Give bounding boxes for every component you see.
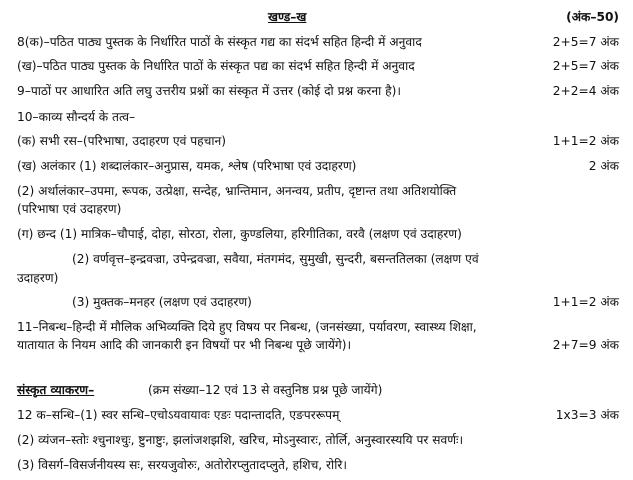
line-10c3: (3) मुक्तक–मनहर (लक्षण एवं उदाहरण) bbox=[72, 295, 252, 309]
marks-11: 2+7=9 अंक bbox=[552, 338, 619, 352]
line-8a: 8(क)–पठित पाठ्य पुस्तक के निर्धारित पाठों के संस्कृत गद्य का संदर्भ सहित हिन्दी में अनुवाद bbox=[17, 35, 422, 49]
grammar-heading: संस्कृत व्याकरण– bbox=[17, 383, 95, 397]
line-8b: (ख)–पठित पाठ्य पुस्तक के निर्धारित पाठों के संस्कृत पद्य का संदर्भ सहित हिन्दी में अनुवाद bbox=[17, 59, 415, 73]
marks-9: 2+2=4 अंक bbox=[552, 84, 619, 98]
line-10c1: (ग) छन्द (1) मात्रिक–चौपाई, दोहा, सोरठा, रोला, कुण्डलिया, हरिगीतिका, वरवै (लक्षण एवं उदाहरण) bbox=[17, 227, 462, 241]
line-10b: (ख) अलंकार (1) शब्दालंकार–अनुप्रास, यमक, श्लेष (परिभाषा एवं उदाहरण) bbox=[17, 159, 357, 173]
line-11-cont: यातायात के नियम आदि की जानकारी इन विषयों पर भी निबन्ध पूछे जायेंगे)। bbox=[17, 338, 352, 352]
marks-10c3: 1+1=2 अंक bbox=[552, 295, 619, 309]
line-10b2: (2) अर्थालंकार–उपमा, रूपक, उत्प्रेक्षा, सन्देह, भ्रान्तिमान, अनन्वय, प्रतीप, दृष्टान्त तथा अतिशयोक्ति bbox=[17, 184, 457, 198]
section-marks: (अंक–50) bbox=[566, 10, 619, 24]
marks-8a: 2+5=7 अंक bbox=[552, 35, 619, 49]
grammar-note: (क्रम संख्या–12 एवं 13 से वस्तुनिष्ठ प्रश्न पूछे जायेंगे) bbox=[148, 383, 383, 397]
line-11: 11–निबन्ध–हिन्दी में मौलिक अभिव्यक्ति दिये हुए विषय पर निबन्ध, (जनसंख्या, पर्यावरण, स्वास्थ्य शिक्षा, bbox=[17, 320, 477, 334]
line-10b2-cont: (परिभाषा एवं उदाहरण) bbox=[17, 202, 122, 216]
line-9: 9–पाठों पर आधारित अति लघु उत्तरीय प्रश्नों का संस्कृत में उत्तर (कोई दो प्रश्न करना है)। bbox=[17, 84, 401, 98]
line-10a: (क) सभी रस–(परिभाषा, उदाहरण एवं पहचान) bbox=[17, 134, 227, 148]
section-title: खण्ड–ख bbox=[268, 10, 307, 24]
marks-12a: 1x3=3 अंक bbox=[555, 408, 619, 422]
marks-10b: 2 अंक bbox=[588, 159, 619, 173]
line-10c2-cont: उदाहरण) bbox=[17, 271, 59, 285]
marks-8b: 2+5=7 अंक bbox=[552, 59, 619, 73]
marks-10a: 1+1=2 अंक bbox=[552, 134, 619, 148]
line-12-vyanjan: (2) व्यंजन–स्तोः श्चुनाश्चुः, ष्टुनाष्टुः, झलांजशझशि, खरिच, मोऽनुस्वारः, तोर्लि, अनुस्वारस्ययि पर सवर्णः। bbox=[17, 433, 464, 447]
line-12a: 12 क–सन्धि–(1) स्वर सन्धि–एचोऽयवायावः एङः पदान्तादति, एङपररूपम् bbox=[17, 408, 340, 422]
line-12-visarg: (3) विसर्ग–विसर्जनीयस्य सः, सरयजुवोरुः, अतोरोरप्लुतादप्लुते, हशिच, रोरि। bbox=[17, 458, 347, 472]
line-10: 10–काव्य सौन्दर्य के तत्व– bbox=[17, 110, 136, 124]
line-10c2: (2) वर्णवृत्त–इन्द्रवज्रा, उपेन्द्रवज्रा, सवैया, मंतगमंद, सुमुखी, सुन्दरी, बसन्ततिलका (लक्षण एवं bbox=[72, 252, 479, 266]
